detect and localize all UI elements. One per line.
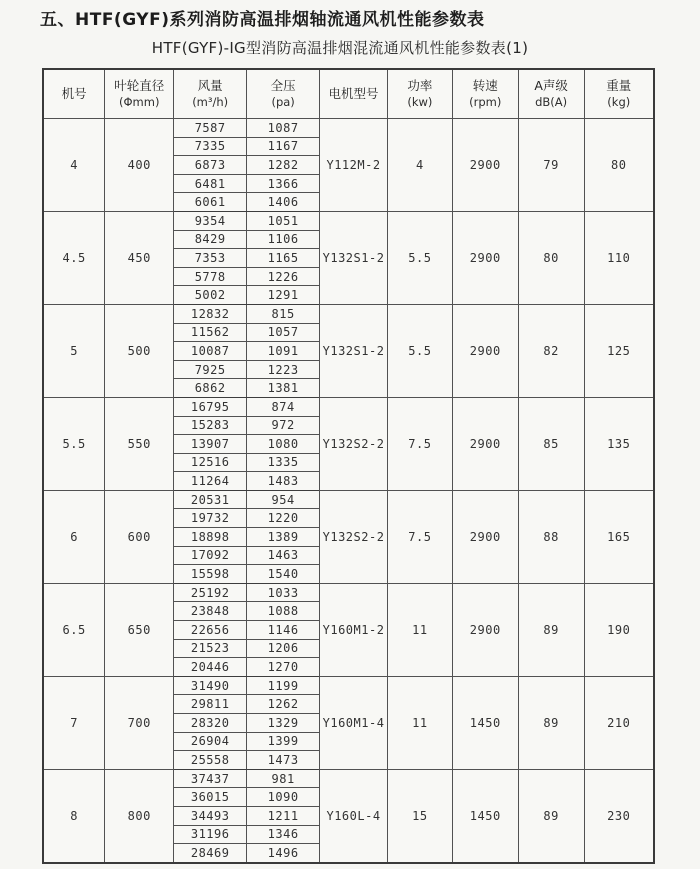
airflow-cell: 6873 <box>174 156 247 175</box>
airflow-cell: 28469 <box>174 844 247 863</box>
column-header-airflow: 风量 (m³/h) <box>174 69 247 119</box>
pressure-cell: 1088 <box>247 602 320 621</box>
airflow-cell: 7353 <box>174 249 247 268</box>
header-row <box>43 69 654 119</box>
noise-cell: 89 <box>518 676 584 769</box>
airflow-cell: 15598 <box>174 565 247 584</box>
pressure-cell: 1366 <box>247 174 320 193</box>
diameter-cell: 700 <box>105 676 174 769</box>
column-header-model: 机号 <box>43 69 105 119</box>
pressure-cell: 1051 <box>247 211 320 230</box>
pressure-cell: 1406 <box>247 193 320 212</box>
airflow-cell: 34493 <box>174 806 247 825</box>
airflow-cell: 18898 <box>174 528 247 547</box>
model-cell: 4.5 <box>43 211 105 304</box>
diameter-cell: 400 <box>105 119 174 212</box>
column-header-pressure: 全压 (pa) <box>247 69 320 119</box>
table-row <box>43 397 654 416</box>
pressure-cell: 972 <box>247 416 320 435</box>
model-cell: 5 <box>43 304 105 397</box>
airflow-cell: 8429 <box>174 230 247 249</box>
weight-cell: 110 <box>584 211 654 304</box>
pressure-cell: 1270 <box>247 658 320 677</box>
pressure-cell: 874 <box>247 397 320 416</box>
diameter-cell: 550 <box>105 397 174 490</box>
model-cell: 6 <box>43 490 105 583</box>
pressure-cell: 981 <box>247 769 320 788</box>
airflow-cell: 20531 <box>174 490 247 509</box>
motor-model-cell: Y132S1-2 <box>320 211 388 304</box>
page-title: 五、HTF(GYF)系列消防高温排烟轴流通风机性能参数表 <box>40 10 485 30</box>
airflow-cell: 9354 <box>174 211 247 230</box>
airflow-cell: 26904 <box>174 732 247 751</box>
airflow-cell: 11562 <box>174 323 247 342</box>
pressure-cell: 1091 <box>247 342 320 361</box>
airflow-cell: 19732 <box>174 509 247 528</box>
power-cell: 11 <box>387 676 452 769</box>
pressure-cell: 815 <box>247 304 320 323</box>
airflow-cell: 6481 <box>174 174 247 193</box>
weight-cell: 230 <box>584 769 654 862</box>
power-cell: 7.5 <box>387 397 452 490</box>
power-cell: 15 <box>387 769 452 862</box>
performance-table <box>42 68 655 864</box>
pressure-cell: 1146 <box>247 621 320 640</box>
speed-cell: 2900 <box>452 490 518 583</box>
speed-cell: 2900 <box>452 397 518 490</box>
pressure-cell: 1329 <box>247 714 320 733</box>
speed-cell: 2900 <box>452 211 518 304</box>
motor-model-cell: Y132S1-2 <box>320 304 388 397</box>
diameter-cell: 450 <box>105 211 174 304</box>
pressure-cell: 1057 <box>247 323 320 342</box>
airflow-cell: 31490 <box>174 676 247 695</box>
weight-cell: 210 <box>584 676 654 769</box>
pressure-cell: 1033 <box>247 583 320 602</box>
table-row <box>43 304 654 323</box>
noise-cell: 88 <box>518 490 584 583</box>
airflow-cell: 25558 <box>174 751 247 770</box>
speed-cell: 1450 <box>452 769 518 862</box>
motor-model-cell: Y160M1-4 <box>320 676 388 769</box>
pressure-cell: 1381 <box>247 379 320 398</box>
diameter-cell: 650 <box>105 583 174 676</box>
speed-cell: 2900 <box>452 119 518 212</box>
table-body <box>43 119 654 863</box>
motor-model-cell: Y160L-4 <box>320 769 388 862</box>
airflow-cell: 21523 <box>174 639 247 658</box>
power-cell: 11 <box>387 583 452 676</box>
diameter-cell: 600 <box>105 490 174 583</box>
pressure-cell: 1399 <box>247 732 320 751</box>
diameter-cell: 800 <box>105 769 174 862</box>
airflow-cell: 7335 <box>174 137 247 156</box>
weight-cell: 165 <box>584 490 654 583</box>
power-cell: 5.5 <box>387 211 452 304</box>
model-cell: 5.5 <box>43 397 105 490</box>
noise-cell: 89 <box>518 769 584 862</box>
pressure-cell: 1483 <box>247 472 320 491</box>
diameter-cell: 500 <box>105 304 174 397</box>
table-row <box>43 583 654 602</box>
pressure-cell: 1226 <box>247 267 320 286</box>
airflow-cell: 36015 <box>174 788 247 807</box>
pressure-cell: 1473 <box>247 751 320 770</box>
airflow-cell: 15283 <box>174 416 247 435</box>
table-row <box>43 676 654 695</box>
model-cell: 8 <box>43 769 105 862</box>
pressure-cell: 1335 <box>247 453 320 472</box>
power-cell: 7.5 <box>387 490 452 583</box>
weight-cell: 80 <box>584 119 654 212</box>
noise-cell: 82 <box>518 304 584 397</box>
pressure-cell: 1087 <box>247 119 320 138</box>
pressure-cell: 1223 <box>247 360 320 379</box>
weight-cell: 125 <box>584 304 654 397</box>
pressure-cell: 1291 <box>247 286 320 305</box>
weight-cell: 190 <box>584 583 654 676</box>
airflow-cell: 17092 <box>174 546 247 565</box>
table-title: HTF(GYF)-IG型消防高温排烟混流通风机性能参数表(1) <box>151 39 529 57</box>
pressure-cell: 1540 <box>247 565 320 584</box>
airflow-cell: 7587 <box>174 119 247 138</box>
pressure-cell: 1206 <box>247 639 320 658</box>
airflow-cell: 6862 <box>174 379 247 398</box>
model-cell: 6.5 <box>43 583 105 676</box>
airflow-cell: 12516 <box>174 453 247 472</box>
table-row <box>43 211 654 230</box>
column-header-weight: 重量 (kg) <box>584 69 654 119</box>
airflow-cell: 23848 <box>174 602 247 621</box>
noise-cell: 85 <box>518 397 584 490</box>
pressure-cell: 1346 <box>247 825 320 844</box>
pressure-cell: 1389 <box>247 528 320 547</box>
motor-model-cell: Y160M1-2 <box>320 583 388 676</box>
column-header-speed: 转速 (rpm) <box>452 69 518 119</box>
airflow-cell: 5778 <box>174 267 247 286</box>
column-header-diameter: 叶轮直径 (Φmm) <box>105 69 174 119</box>
column-header-motor: 电机型号 <box>320 69 388 119</box>
speed-cell: 2900 <box>452 583 518 676</box>
column-header-noise: A声级 dB(A) <box>518 69 584 119</box>
airflow-cell: 7925 <box>174 360 247 379</box>
airflow-cell: 28320 <box>174 714 247 733</box>
pressure-cell: 1199 <box>247 676 320 695</box>
airflow-cell: 20446 <box>174 658 247 677</box>
column-header-power: 功率 (kw) <box>387 69 452 119</box>
airflow-cell: 31196 <box>174 825 247 844</box>
airflow-cell: 25192 <box>174 583 247 602</box>
pressure-cell: 1496 <box>247 844 320 863</box>
speed-cell: 2900 <box>452 304 518 397</box>
motor-model-cell: Y132S2-2 <box>320 490 388 583</box>
airflow-cell: 22656 <box>174 621 247 640</box>
airflow-cell: 16795 <box>174 397 247 416</box>
noise-cell: 89 <box>518 583 584 676</box>
table-row <box>43 769 654 788</box>
power-cell: 4 <box>387 119 452 212</box>
table-header <box>43 69 654 119</box>
pressure-cell: 1282 <box>247 156 320 175</box>
noise-cell: 79 <box>518 119 584 212</box>
weight-cell: 135 <box>584 397 654 490</box>
pressure-cell: 1220 <box>247 509 320 528</box>
pressure-cell: 1463 <box>247 546 320 565</box>
pressure-cell: 1080 <box>247 435 320 454</box>
pressure-cell: 1211 <box>247 806 320 825</box>
pressure-cell: 1262 <box>247 695 320 714</box>
speed-cell: 1450 <box>452 676 518 769</box>
airflow-cell: 37437 <box>174 769 247 788</box>
pressure-cell: 1165 <box>247 249 320 268</box>
airflow-cell: 13907 <box>174 435 247 454</box>
pressure-cell: 954 <box>247 490 320 509</box>
model-cell: 4 <box>43 119 105 212</box>
airflow-cell: 10087 <box>174 342 247 361</box>
airflow-cell: 5002 <box>174 286 247 305</box>
power-cell: 5.5 <box>387 304 452 397</box>
model-cell: 7 <box>43 676 105 769</box>
motor-model-cell: Y132S2-2 <box>320 397 388 490</box>
pressure-cell: 1167 <box>247 137 320 156</box>
table-row <box>43 119 654 138</box>
airflow-cell: 29811 <box>174 695 247 714</box>
motor-model-cell: Y112M-2 <box>320 119 388 212</box>
airflow-cell: 12832 <box>174 304 247 323</box>
airflow-cell: 11264 <box>174 472 247 491</box>
table-row <box>43 490 654 509</box>
pressure-cell: 1090 <box>247 788 320 807</box>
airflow-cell: 6061 <box>174 193 247 212</box>
noise-cell: 80 <box>518 211 584 304</box>
pressure-cell: 1106 <box>247 230 320 249</box>
